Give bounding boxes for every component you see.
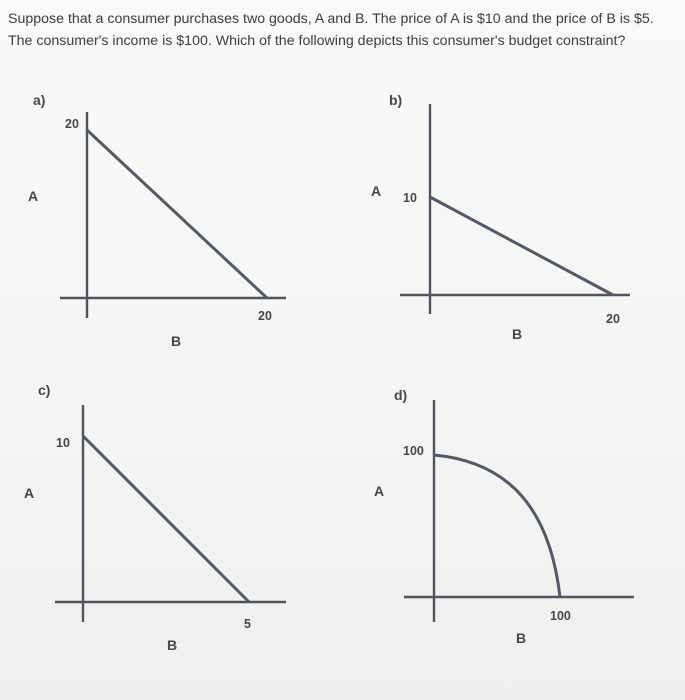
panel-d-y-label: A	[374, 483, 385, 499]
panel-c-x-tick: 5	[244, 617, 251, 631]
panel-c	[24, 382, 286, 653]
panel-c-x-label: B	[167, 637, 178, 653]
panel-d-label: d)	[394, 387, 408, 403]
panel-a-x-tick: 20	[258, 309, 272, 323]
panel-a-y-label: A	[28, 188, 39, 204]
panel-d-x-tick: 100	[550, 609, 571, 623]
panel-a-budget-line	[87, 130, 267, 298]
panel-c-label: c)	[38, 382, 51, 398]
panel-b-y-label: A	[371, 183, 382, 199]
panel-c-y-tick: 10	[56, 436, 70, 450]
panel-b-y-tick: 10	[403, 191, 417, 205]
panel-a-label: a)	[33, 92, 46, 108]
question-text: Suppose that a consumer purchases two goods, A and B. The price of A is $10 and the price of B is $5. The consumer's income is $100. Which of the following depicts this consumer's budget constraint?	[8, 11, 654, 49]
panel-b-label: b)	[389, 92, 403, 108]
panel-d-y-tick: 100	[403, 444, 424, 458]
panel-b-x-label: B	[512, 326, 523, 342]
panel-b-budget-line	[430, 197, 613, 295]
panel-a	[28, 92, 286, 349]
panel-b	[371, 92, 630, 342]
panel-c-budget-line	[83, 436, 249, 602]
panel-b-x-tick: 20	[606, 312, 620, 326]
panel-d	[374, 387, 634, 646]
panel-d-x-label: B	[516, 630, 527, 646]
panel-c-y-label: A	[24, 485, 35, 501]
panel-a-x-label: B	[171, 333, 182, 349]
panel-d-budget-curve	[434, 455, 560, 597]
panel-a-y-tick: 20	[65, 117, 79, 131]
